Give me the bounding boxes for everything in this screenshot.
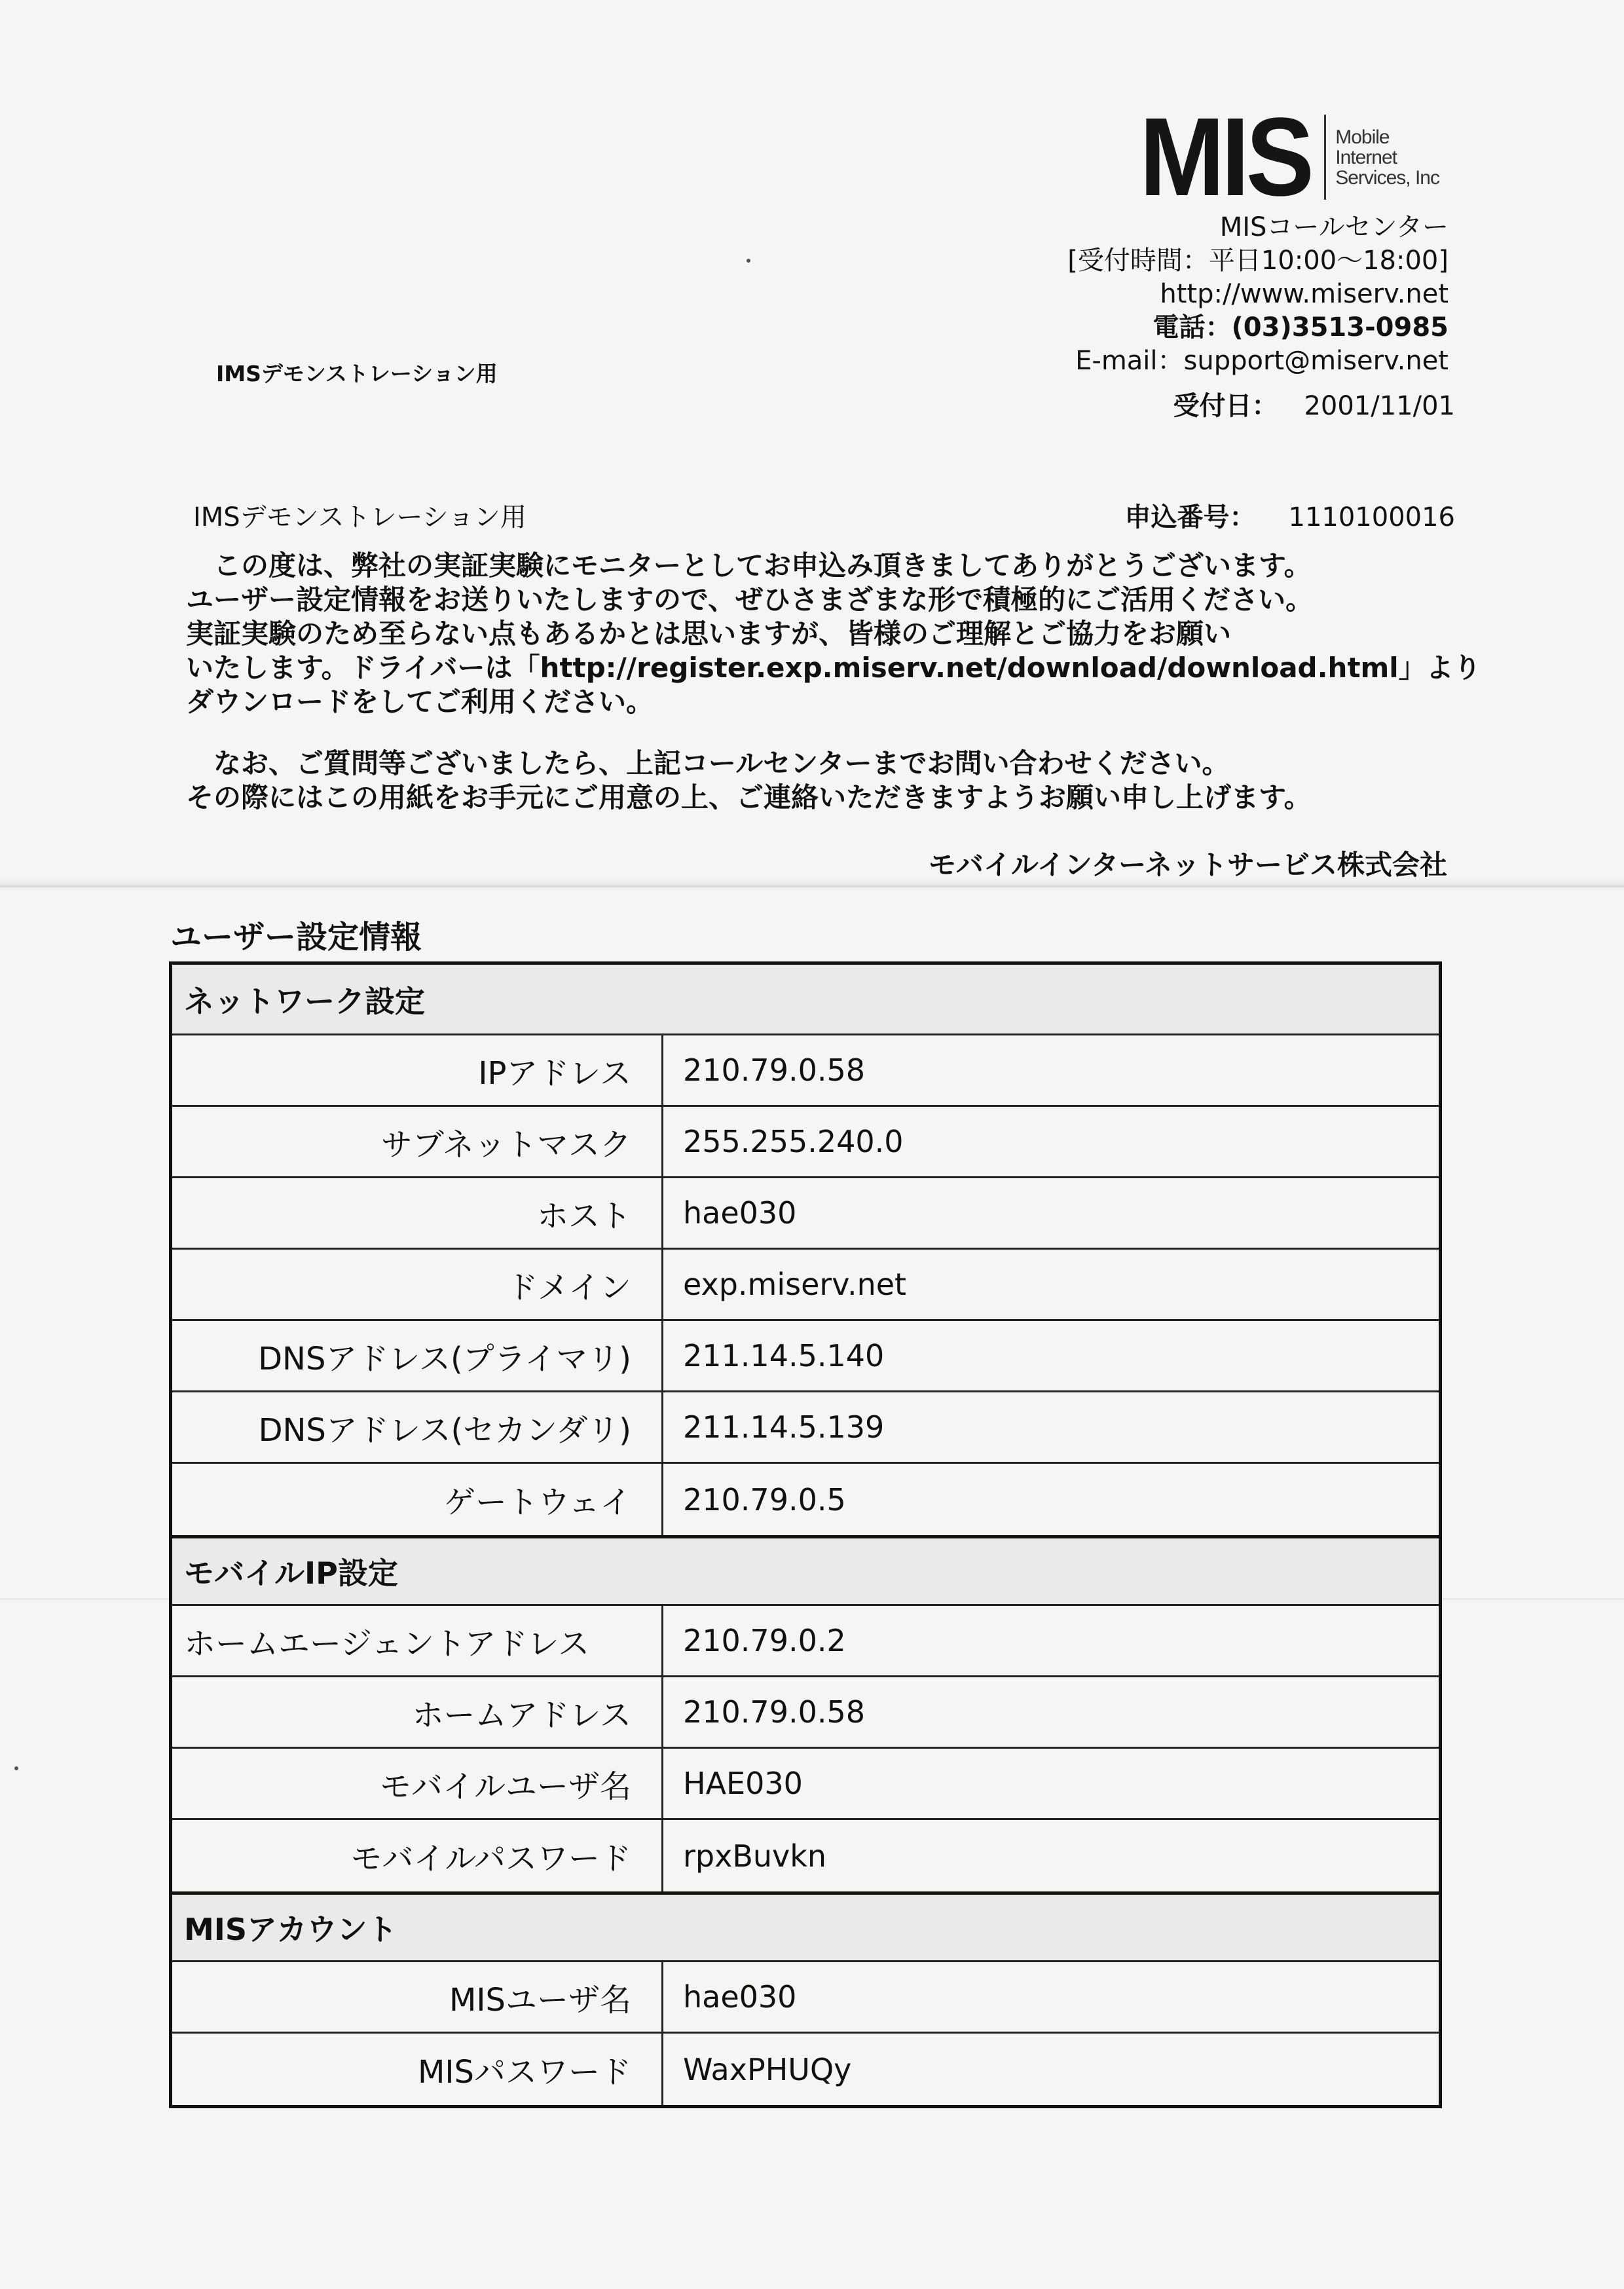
settings-table [169,961,1442,2108]
table-row [172,1677,1439,1749]
company-name: モバイルインターネットサービス株式会社 [928,849,1447,881]
table-row [172,1606,1439,1677]
row-value: 210.79.0.2 [683,1623,846,1658]
row-label: ホームアドレス [172,1677,663,1747]
paper-speck [14,1766,18,1770]
body-line: なお、ご質問等ございましたら、上記コールセンターまでお問い合わせください。 [186,747,1230,779]
body-paragraph-1 [186,549,1481,719]
row-value: 211.14.5.140 [683,1338,885,1373]
reception-hours: [受付時間：平日10:00～18:00] [1067,246,1449,276]
row-label: DNSアドレス(セカンダリ) [172,1392,663,1462]
receipt-date-label: 受付日： [1173,391,1278,421]
row-value: rpxBuvkn [683,1838,827,1874]
table-row [172,1464,1439,1535]
logo-subtitle [1335,127,1439,188]
group-header-mis-account: MISアカウント [172,1891,1439,1962]
row-value: WaxPHUQy [683,2051,852,2087]
row-value: hae030 [683,1979,797,2015]
table-row [172,2034,1439,2105]
paper-speck [747,259,750,263]
table-row [172,1820,1439,1891]
row-label: モバイルユーザ名 [172,1749,663,1818]
table-row [172,1178,1439,1250]
body-line: ユーザー設定情報をお送りいたしますので、ぜひさまざまな形で積極的にご活用ください。 [186,584,1314,616]
group-header-mobile-ip: モバイルIP設定 [172,1535,1439,1606]
recipient-name: IMSデモンストレーション用 [193,502,526,532]
row-label: ドメイン [172,1250,663,1319]
row-label: ホスト [172,1178,663,1248]
row-label: MISユーザ名 [172,1962,663,2032]
row-label: サブネットマスク [172,1107,663,1176]
contact-block [1067,211,1449,378]
receipt-date [1173,385,1455,422]
table-row [172,1749,1439,1820]
logo-sub-line: Internet [1335,146,1397,168]
logo-divider [1324,115,1326,200]
row-value: 255.255.240.0 [683,1124,904,1159]
body-line: ダウンロードをしてご利用ください。 [186,686,654,718]
application-number-value: 1110100016 [1288,502,1455,532]
body-line: この度は、弊社の実証実験にモニターとしてお申込み頂きましてありがとうございます。 [186,549,1312,582]
table-row [172,1107,1439,1178]
row-label: IPアドレス [172,1035,663,1105]
row-value: hae030 [683,1195,797,1231]
paper-fold-line [0,885,1624,887]
row-label: ゲートウェイ [172,1464,663,1535]
row-value: 211.14.5.139 [683,1409,885,1445]
row-value: HAE030 [683,1766,803,1801]
recipient-header: IMSデモンストレーション用 [216,361,498,386]
letter-body [186,549,1481,815]
logo-sub-line: Mobile [1335,126,1390,148]
table-row [172,1962,1439,2034]
row-value: exp.miserv.net [683,1267,907,1302]
body-line: 実証実験のため至らない点もあるかとは思いますが、皆様のご理解とご協力をお願い [186,618,1232,650]
row-value: 210.79.0.58 [683,1052,865,1088]
row-label: モバイルパスワード [172,1820,663,1891]
row-label: MISパスワード [172,2034,663,2105]
application-number-label: 申込番号： [1124,502,1256,532]
row-value: 210.79.0.5 [683,1481,846,1517]
row-value: 210.79.0.58 [683,1694,865,1730]
table-row [172,1035,1439,1107]
table-row [172,1250,1439,1321]
group-header-network: ネットワーク設定 [172,965,1439,1035]
email-address: E-mail：support@miserv.net [1075,346,1449,376]
table-row [172,1321,1439,1392]
row-label: DNSアドレス(プライマリ) [172,1321,663,1390]
phone-number: 電話：(03)3513-0985 [1153,312,1449,343]
row-label: ホームエージェントアドレス [172,1606,663,1675]
body-paragraph-2 [186,747,1469,815]
logo-mark: MIS [1139,95,1311,219]
logo-sub-line: Services, Inc [1335,166,1439,189]
receipt-date-value: 2001/11/01 [1304,391,1455,421]
table-row [172,1392,1439,1464]
application-number [1125,496,1456,534]
website-url: http://www.miserv.net [1160,279,1449,309]
mis-logo [1139,95,1439,219]
call-center-name: MISコールセンター [1219,212,1449,242]
section-title: ユーザー設定情報 [170,919,422,956]
body-line: いたします。ドライバーは「http://register.exp.miserv.net/download/download.html」より [186,652,1481,684]
body-line: その際にはこの用紙をお手元にご用意の上、ご連絡いただきますようお願い申し上げます。 [186,781,1312,813]
